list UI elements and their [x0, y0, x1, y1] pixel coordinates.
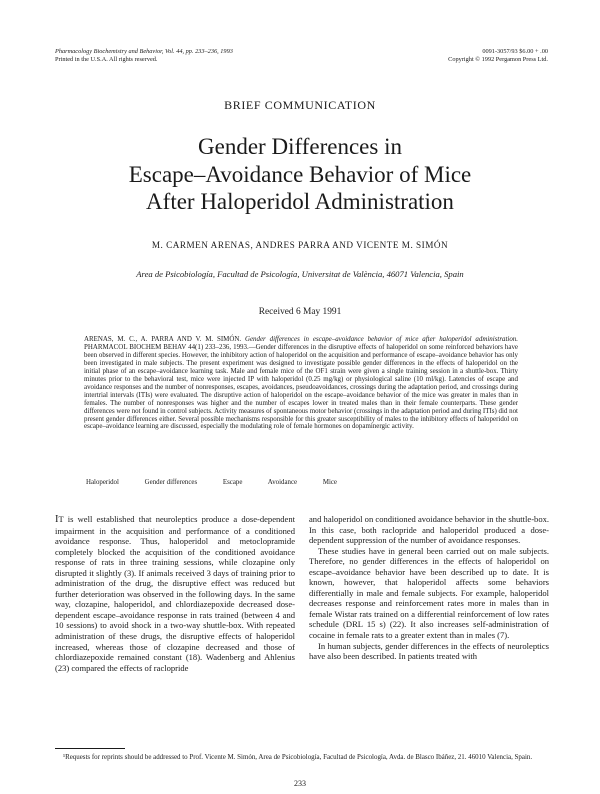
body-column-right — [309, 514, 549, 662]
keyword: Mice — [322, 479, 337, 486]
title-line: Escape–Avoidance Behavior of Mice — [128, 161, 472, 187]
paragraph: and haloperidol on conditioned avoidance behavior in the shuttle-box. In this case, both raclopride and haloperidol produced a dose-dependent suppression of the number of avoidance responses. — [309, 514, 549, 546]
paragraph: IT is well established that neuroleptics produce a dose-dependent impairment in the acquisition and performance of a conditioned avoidance response. Thus, haloperidol and metoclopramide completely blocked the acquisition of the conditioned avoidance response of rats in three training sessions, while clozapine only disrupted it slightly (3). If animals received 3 days of training prior to administration of the drug, the disruptive effect was reduced but further deterioration was observed in the following days. In the same way, clozapine, haloperidol, and chlordiazepoxide decreased dose-dependent escape–avoidance response in rats trained (between 4 and 10 sessions) to avoid shock in a two-way shuttle-box. With repeated administration of these drugs, the disruptive effects of haloperidol increased, whereas those of clozapine decreased and those of chlordiazepoxide remained constant (18). Wadenberg and Ahlenius (23) compared the effects of raclopride — [55, 514, 295, 673]
copyright-header — [448, 48, 548, 64]
affiliation: Area de Psicobiología, Facultad de Psicología, Universitat de València, 46071 Valencia, Spain — [136, 269, 464, 279]
printed-notice: Printed in the U.S.A. All rights reserved. — [55, 56, 158, 63]
drop-cap: I — [55, 514, 59, 525]
section-label: BRIEF COMMUNICATION — [224, 98, 376, 112]
keyword: Avoidance — [267, 479, 298, 486]
body-column-left — [55, 514, 295, 673]
keyword: Escape — [222, 479, 243, 486]
abstract-journal: PHARMACOL BIOCHEM BEHAV 44(1) 233–236, 1993. — [84, 342, 249, 351]
footnote-rule — [55, 748, 125, 749]
title-line: Gender Differences in — [198, 134, 402, 159]
copyright-line: Copyright © 1992 Pergamon Press Ltd. — [448, 56, 548, 63]
article-title — [40, 133, 560, 216]
paragraph: In human subjects, gender differences in the effects of neuroleptics have also been described. In patients treated with — [309, 640, 549, 662]
journal-header — [55, 48, 233, 64]
author-list: M. CARMEN ARENAS, ANDRES PARRA AND VICENTE M. SIMÓN — [151, 240, 449, 250]
abstract-authors: ARENAS, M. C., A. PARRA AND V. M. SIMÓN. — [84, 335, 242, 343]
page-number: 233 — [294, 779, 306, 788]
journal-citation: Pharmacology Biochemistry and Behavior, Vol. 44, pp. 233–236, 1993 — [55, 48, 233, 55]
abstract-article-title: Gender differences in escape–avoidance behavior of mice after haloperidol administration. — [244, 335, 519, 343]
keyword: Gender differences — [144, 479, 198, 486]
abstract-body: —Gender differences in the disruptive effects of haloperidol on some reinforced behaviors have been observed in different species. However, the inhibitory action of haloperidol on the acquisition and performance of escape–avoidance behavior has only been investigated in male subjects. The present experiment was designed to investigate possible gender differences in the effects of haloperidol on the initial phase of an escape–avoidance learning task. Male and female mice of the OF1 strain were given a single training session in a shuttle-box. Thirty minutes prior to the behavioral test, mice were injected IP with haloperidol (0.25 mg/kg) or physiological saline (10 ml/kg). Latencies of escape and avoidance responses and the number of nonresponses, escapes, avoidances, pseudoavoidances, crossings during the adaptation period, and crossings during intertrial intervals (ITIs) were evaluated. The disruptive action of haloperidol on the escape–avoidance behavior of the mice was greater in males than in females. The number of nonresponses was higher and the number of escapes lower in treated males than in their female counterparts. These gender differences were not found in control subjects. Activity measures of spontaneous motor behavior (crossings in the adaptation period and during ITIs) did not present gender differences either. Several possible mechanisms responsible for this greater susceptibility of males to the inhibitory effects of haloperidol on escape–avoidance learning are discussed, especially the modulating role of female hormones on dopaminergic activity. — [84, 342, 518, 431]
title-line: After Haloperidol Administration — [146, 189, 454, 214]
keywords — [86, 479, 361, 486]
paragraph: These studies have in general been carried out on male subjects. Therefore, no gender differences in the effects of haloperidol on escape–avoidance behavior have been described up to date. It is known, however, that haloperidol affects some behaviors differentially in male and female subjects. For example, haloperidol decreases response and reinforcement rates more in males than in female Wistar rats trained on a differential reinforcement of low rates schedule (DRL 15 s) (22). It also increases self-administration of cocaine in female rats to a greater extent than in males (7). — [309, 545, 549, 641]
footnote: ¹Requests for reprints should be addressed to Prof. Vicente M. Simón, Area de Psicobiología, Facultad de Psicología, Avda. de Blasco Ibáñez, 21. 46010 Valencia, Spain. — [63, 753, 533, 761]
keyword: Haloperidol — [86, 479, 119, 486]
received-date: Received 6 May 1991 — [258, 307, 342, 317]
issn-code: 0091-3057/93 $6.00 + .00 — [482, 48, 548, 55]
abstract — [84, 336, 518, 431]
